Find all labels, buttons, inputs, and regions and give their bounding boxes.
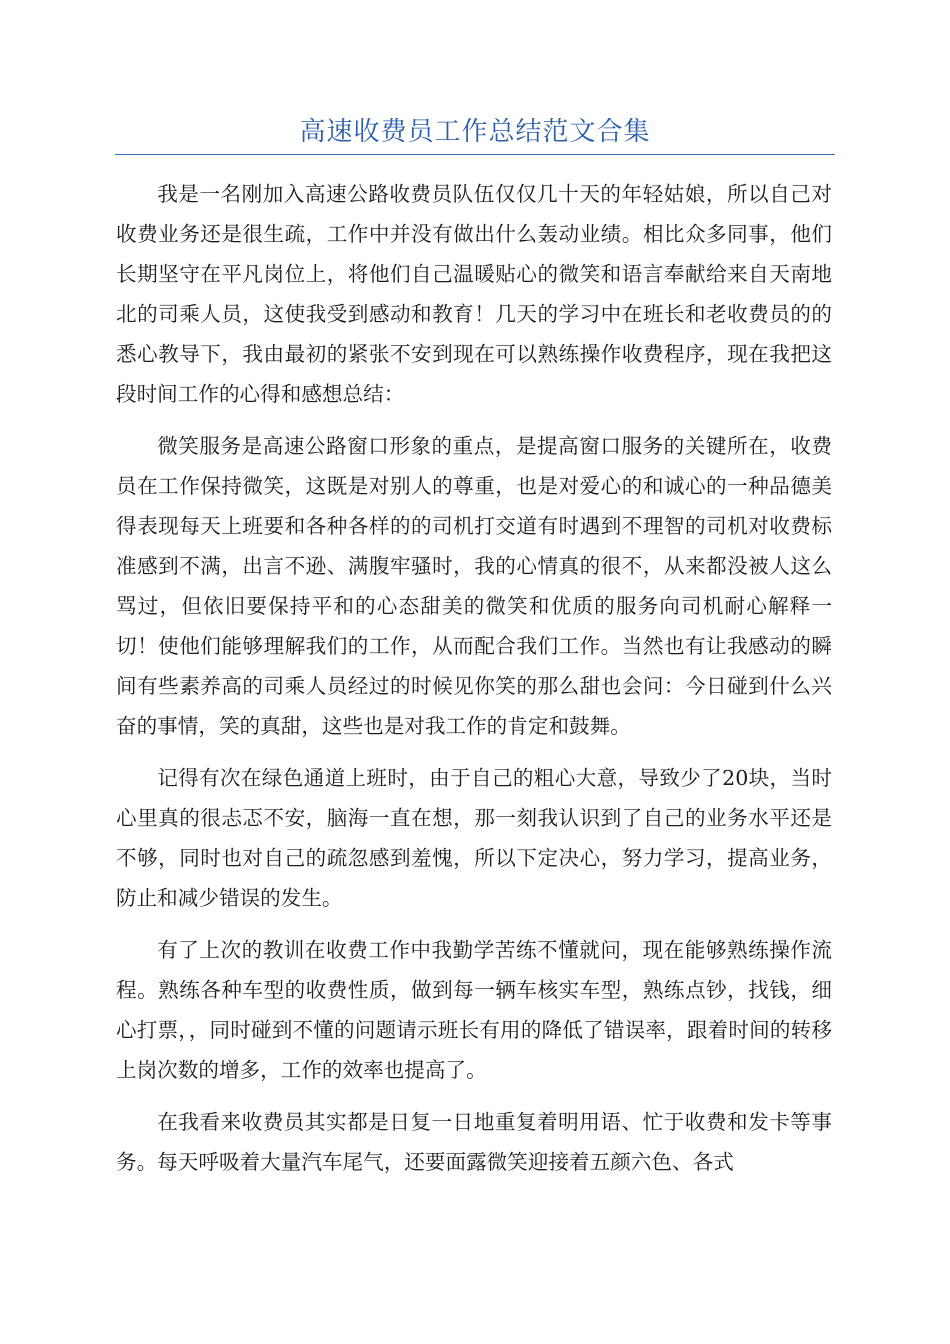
paragraph-5: 在我看来收费员其实都是日复一日地重复着明用语、忙于收费和发卡等事务。每天呼吸着大量汽车尾气，还要面露微笑迎接着五颜六色、各式 xyxy=(116,1110,832,1174)
title-underline xyxy=(115,154,835,155)
document-body xyxy=(116,174,832,1194)
paragraph-4: 有了上次的教训在收费工作中我勤学苦练不懂就问，现在能够熟练操作流程。熟练各种车型的收费性质，做到每一辆车核实车型，熟练点钞，找钱，细心打票，，同时碰到不懂的问题请示班长有用的降低了错误率，跟着时间的转移上岗次数的增多，工作的效率也提高了。 xyxy=(116,938,832,1082)
document-title: 高速收费员工作总结范文合集 xyxy=(299,117,651,147)
paragraph-3: 记得有次在绿色通道上班时，由于自己的粗心大意，导致少了20块，当时心里真的很忐忑不安，脑海一直在想，那一刻我认识到了自己的业务水平还是不够，同时也对自己的疏忽感到羞愧，所以下定决心，努力学习，提高业务，防止和减少错误的发生。 xyxy=(116,766,832,910)
paragraph-1: 我是一名刚加入高速公路收费员队伍仅仅几十天的年轻姑娘，所以自己对收费业务还是很生疏，工作中并没有做出什么轰动业绩。相比众多同事，他们长期坚守在平凡岗位上，将他们自己温暖贴心的微笑和语言奉献给来自天南地北的司乘人员，这使我受到感动和教育！几天的学习中在班长和老收费员的的悉心教导下，我由最初的紧张不安到现在可以熟练操作收费程序，现在我把这段时间工作的心得和感想总结： xyxy=(116,182,832,406)
paragraph-2: 微笑服务是高速公路窗口形象的重点，是提高窗口服务的关键所在，收费员在工作保持微笑，这既是对别人的尊重，也是对爱心的和诚心的一种品德美得表现每天上班要和各种各样的的司机打交道有时遇到不理智的司机对收费标准感到不满，出言不逊、满腹牢骚时，我的心情真的很不，从来都没被人这么骂过，但依旧要保持平和的心态甜美的微笑和优质的服务向司机耐心解释一切！使他们能够理解我们的工作，从而配合我们工作。当然也有让我感动的瞬间有些素养高的司乘人员经过的时候见你笑的那么甜也会问：今日碰到什么兴奋的事情，笑的真甜，这些也是对我工作的肯定和鼓舞。 xyxy=(116,434,832,738)
